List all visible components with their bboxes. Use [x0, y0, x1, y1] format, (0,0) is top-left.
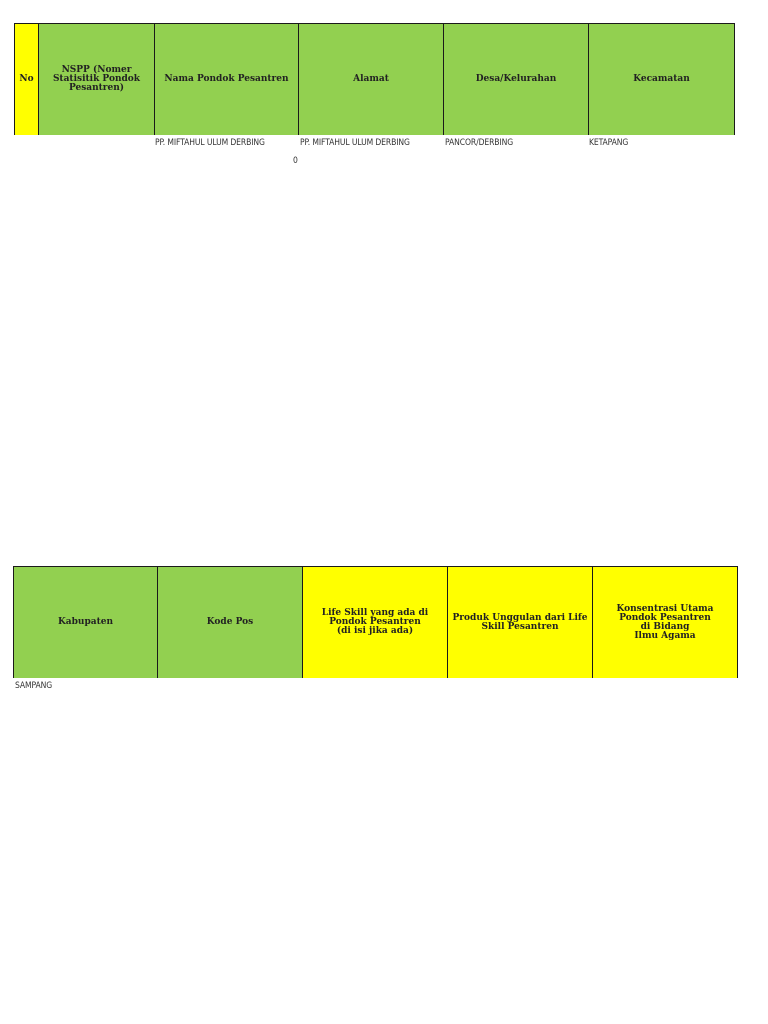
- header-alamat: Alamat: [299, 23, 444, 135]
- header-no: No: [14, 23, 39, 135]
- cell-kecamatan: KETAPANG: [589, 138, 629, 148]
- header-nama-pondok: Nama Pondok Pesantren: [155, 23, 299, 135]
- cell-kabupaten: SAMPANG: [15, 681, 53, 691]
- header-produk-unggulan: Produk Unggulan dari Life Skill Pesantren: [448, 566, 593, 678]
- cell-desa-kelurahan: PANCOR/DERBING: [445, 138, 514, 148]
- header-kecamatan: Kecamatan: [589, 23, 735, 135]
- header-life-skill: Life Skill yang ada di Pondok Pesantren (di isi jika ada): [303, 566, 448, 678]
- cell-nama-pondok: PP. MIFTAHUL ULUM DERBING: [155, 138, 265, 148]
- table-1-header-row: [14, 23, 735, 135]
- cell-alamat: PP. MIFTAHUL ULUM DERBING: [300, 138, 410, 148]
- header-konsentrasi-utama: Konsentrasi Utama Pondok Pesantren di Bidang Ilmu Agama: [593, 566, 738, 678]
- header-kode-pos: Kode Pos: [158, 566, 303, 678]
- header-desa-kelurahan: Desa/Kelurahan: [444, 23, 589, 135]
- table-2-header-row: [13, 566, 738, 678]
- header-kabupaten: Kabupaten: [13, 566, 158, 678]
- cell-zero-value: 0: [293, 156, 298, 166]
- header-nspp: NSPP (Nomer Statisitik Pondok Pesantren): [39, 23, 155, 135]
